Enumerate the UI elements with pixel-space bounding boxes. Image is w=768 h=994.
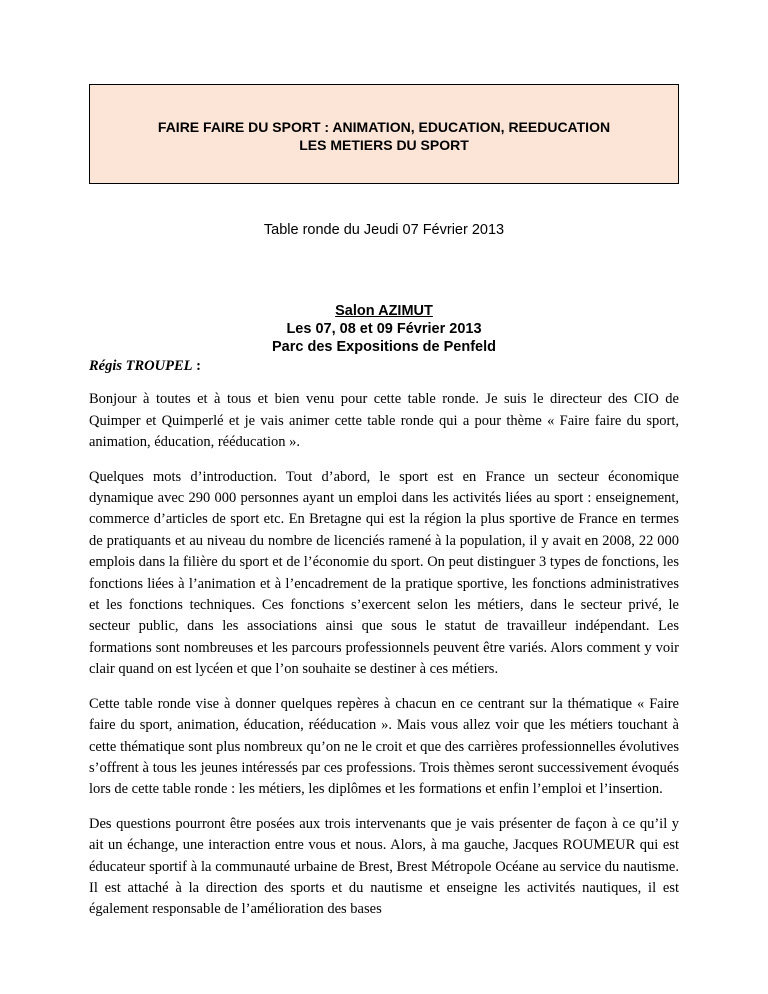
title-line-1: FAIRE FAIRE DU SPORT : ANIMATION, EDUCATION, REEDUCATION bbox=[157, 119, 611, 135]
paragraph-1: Bonjour à toutes et à tous et bien venu pour cette table ronde. Je suis le directeur des CIO de Quimper et Quimperlé et je vais animer cette table ronde qui a pour thème « Faire faire du sport, animation, éducation, rééducation ». bbox=[89, 391, 679, 451]
event-block bbox=[0, 302, 768, 356]
speaker-name: Régis TROUPEL bbox=[89, 358, 193, 374]
table-ronde-subtitle: Table ronde du Jeudi 07 Février 2013 bbox=[263, 222, 505, 238]
event-dates: Les 07, 08 et 09 Février 2013 bbox=[286, 321, 482, 337]
body-content bbox=[89, 356, 679, 934]
paragraph-4: Des questions pourront être posées aux trois intervenants que je vais présenter de façon à ce qu’il y ait un échange, une interaction entre vous et nous. Alors, à ma gauche, Jacques ROUMEUR qui est éducateur sportif à la communauté urbaine de Brest, Brest Métropole Océane au service du nautisme. Il est attaché à la direction des sports et du nautisme et enseigne les activités nautiques, il est également responsable de l’amélioration des bases bbox=[89, 815, 679, 918]
event-venue: Parc des Expositions de Penfeld bbox=[271, 339, 496, 355]
speaker-heading bbox=[89, 356, 679, 377]
event-name: Salon AZIMUT bbox=[335, 303, 433, 319]
speaker-colon: : bbox=[192, 358, 201, 374]
paragraph-2: Quelques mots d’introduction. Tout d’abord, le sport est en France un secteur économique dynamique avec 290 000 personnes ayant un emploi dans les activités liées au sport : enseignement, commerce d’articles de sport etc. En Bretagne qui est la région la plus sportive de France en termes de pratiquants et au niveau du nombre de licenciés ramené à la population, il y avait en 2008, 22 000 emplois dans la filière du sport et de l’économie du sport. On peut distinguer 3 types de fonctions, les fonctions liées à l’animation et à l’encadrement de la pratique sportive, les fonctions administratives et les fonctions techniques. Ces fonctions s’exercent selon les métiers, dans le secteur privé, le secteur public, dans les associations ainsi que sous le statut de travailleur indépendant. Les formations sont nombreuses et les parcours professionnels peuvent être variés. Alors comment y voir clair quand on est lycéen et que l’on souhaite se destiner à ces métiers. bbox=[89, 468, 679, 678]
paragraph-3: Cette table ronde vise à donner quelques repères à chacun en ce centrant sur la thématique « Faire faire du sport, animation, éducation, rééducation ». Mais vous allez voir que les métiers touchant à cette thématique sont plus nombreux qu’on ne le croit et que des carrières professionnelles évolutives s’offrent à tous les jeunes intéressés par ces professions. Trois thèmes seront successivement évoqués lors de cette table ronde : les métiers, les diplômes et les formations et enfin l’emploi et l’insertion. bbox=[89, 695, 679, 798]
title-line-2: LES METIERS DU SPORT bbox=[299, 137, 469, 153]
title-box bbox=[89, 84, 679, 184]
